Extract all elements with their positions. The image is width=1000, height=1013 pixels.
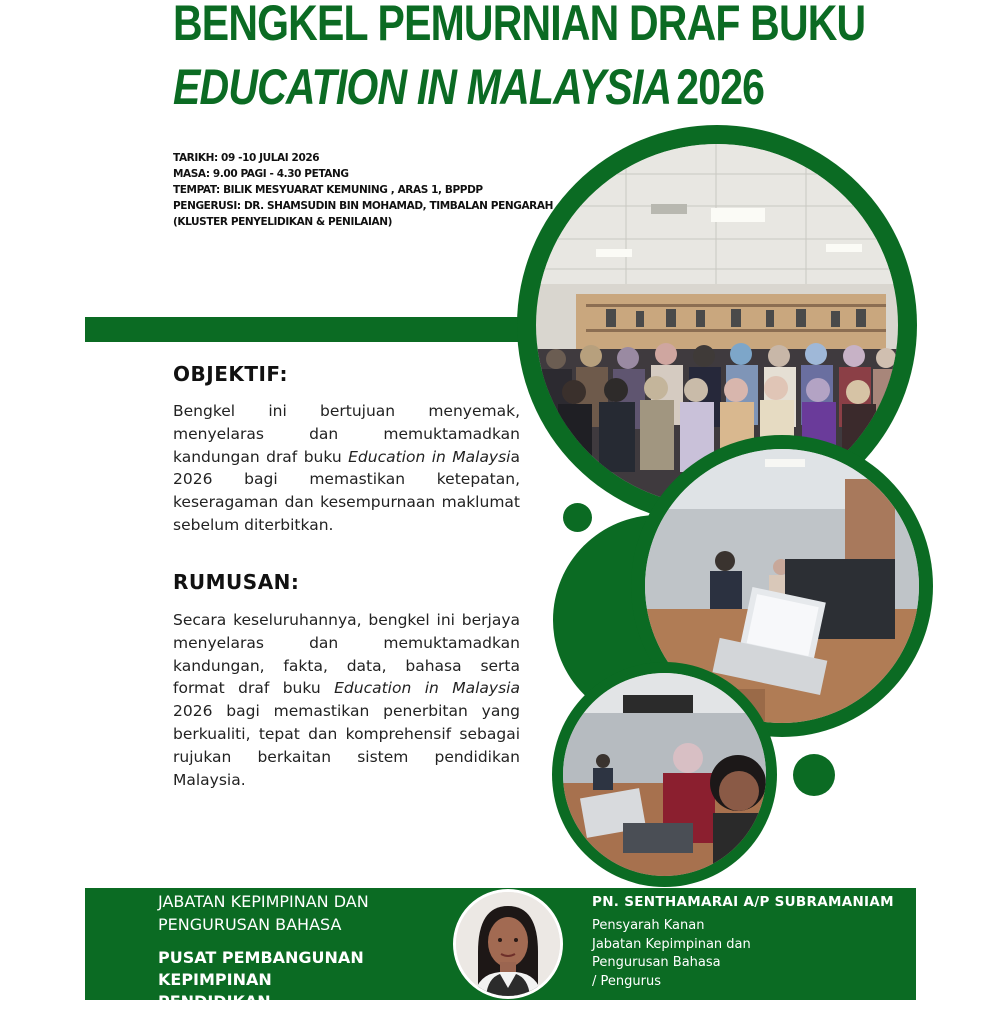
footer-person-role <box>592 917 751 991</box>
footer-department-line2: PENGURUSAN BAHASA <box>158 915 342 934</box>
footer-person-name: PN. SENTHAMARAI A/P SUBRAMANIAM <box>592 894 894 910</box>
summary-text-italic: Education in Malaysia <box>334 679 520 698</box>
objective-text-part1: Bengkel ini bertujuan menyemak, menyelaras dan memuktamadkan kandungan draf buku <box>173 402 520 466</box>
footer-department-line1: JABATAN KEPIMPINAN DAN <box>158 892 369 911</box>
participants-photo <box>563 673 766 876</box>
footer-role-line4: / Pengurus <box>592 973 661 989</box>
divider-bar <box>85 317 540 342</box>
footer-department <box>158 890 369 936</box>
footer-role-line1: Pensyarah Kanan <box>592 918 705 933</box>
summary-text-part2: 2026 bagi memastikan penerbitan yang berkualiti, tepat dan komprehensif sebagai rujukan berkaitan sistem pendidikan Malaysia. <box>173 702 520 789</box>
event-date: TARIKH: 09 -10 JULAI 2026 <box>173 152 320 164</box>
objective-text-italic: Education in Malaysi <box>348 447 511 466</box>
decor-dot-small <box>563 503 592 532</box>
event-venue: TEMPAT: BILIK MESYUARAT KEMUNING , ARAS 1, BPPDP <box>173 184 483 196</box>
summary-heading: RUMUSAN: <box>173 570 300 594</box>
page-title: BENGKEL PEMURNIAN DRAF BUKU <box>173 0 866 51</box>
page-subtitle <box>173 58 764 116</box>
event-details <box>173 150 553 230</box>
footer-centre-line1: PUSAT PEMBANGUNAN <box>158 948 364 967</box>
footer-role-line3: Pengurusan Bahasa <box>592 955 721 970</box>
book-year: 2026 <box>676 59 765 115</box>
book-title: EDUCATION IN MALAYSIA <box>173 59 672 115</box>
objective-heading: OBJEKTIF: <box>173 362 288 386</box>
event-time: MASA: 9.00 PAGI - 4.30 PETANG <box>173 168 349 180</box>
objective-text <box>173 400 520 537</box>
event-chair: PENGERUSI: DR. SHAMSUDIN BIN MOHAMAD, TIMBALAN PENGARAH <box>173 200 553 212</box>
objective-text-part2: a 2026 bagi memastikan ketepatan, keseragaman dan kesempurnaan maklumat sebelum diterbitkan. <box>173 447 520 534</box>
decor-dot-right <box>793 754 835 796</box>
footer-centre <box>158 947 364 1013</box>
event-chair-cluster: (KLUSTER PENYELIDIKAN & PENILAIAN) <box>173 216 392 228</box>
footer-centre-line3: PENDIDIKAN <box>158 992 271 1011</box>
summary-text <box>173 609 520 791</box>
footer-centre-line2: KEPIMPINAN <box>158 970 272 989</box>
summary-text-part1: Secara keseluruhannya, bengkel ini berjaya menyelaras dan memuktamadkan kandungan, fakta, data, bahasa serta format draf buku <box>173 611 520 698</box>
footer-role-line2: Jabatan Kepimpinan dan <box>592 936 751 952</box>
avatar <box>453 889 563 999</box>
